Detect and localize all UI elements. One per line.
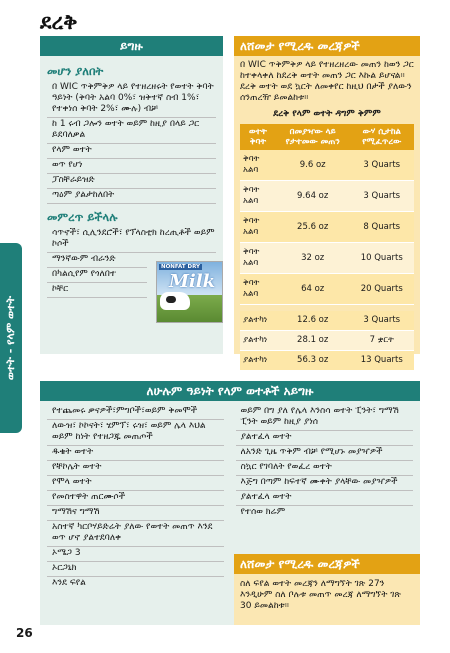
do-not-buy-item: ኦሜጋ 3: [47, 547, 224, 562]
do-not-buy-item: አስተኛ ካርቦሃይድሬት ያለው የወተት መጠጥ እንደ ወጥ ሆኖ ያልተደባለቀ: [47, 521, 224, 547]
can-choose-item: ሳጥኖች፣ ሲሊንደሮች፣ የፕላስቲክ ከረጢቶች ወይም ኮሶች: [47, 227, 216, 253]
table-cell: 9.6 oz: [276, 150, 350, 181]
do-not-buy-item: ያልተፈላ ወተት: [236, 491, 414, 506]
table-cell: 20 Quarts: [350, 274, 415, 305]
do-not-buy-item: ለአንድ ጊዜ ጥቅም ብቻ የሚሆኑ መያዣዎች: [236, 446, 414, 461]
product-brand-text: NONFAT DRY: [161, 264, 200, 270]
can-choose-item: ማንኛውም ብራንድ: [47, 253, 147, 268]
shopping-tips-text-2: ስለ ፍየል ወተት መረጃን ለማግኘት ገጽ 27ን እንዲሁም ስለ ቦሉቱ መጠጥ መረጃ ለማግኘት ገጽ 30 ይመልከቱ።: [234, 574, 420, 625]
table-cell: 28.1 oz: [276, 330, 350, 350]
table-cell: ያልተካነ: [240, 311, 276, 331]
table-cell: ያልተካነ: [240, 330, 276, 350]
page-title: ደረቅ: [40, 10, 78, 34]
table-cell: 13 Quarts: [350, 350, 415, 370]
buy-header: ይግዙ: [40, 36, 223, 56]
do-not-buy-item: ኦርጋኒክ: [47, 562, 224, 577]
table-cell: 3 Quarts: [350, 150, 415, 181]
do-not-buy-item: ግማሽና ግማሽ: [47, 506, 224, 521]
do-not-buy-item: እጅግ በጣም ከፍተኛ ሙቀት ያላቸው መያዣዎች: [236, 476, 414, 491]
must-be-item: ከ 1 ሩብ ጋሎን ወተት ወይም ከዚያ በላይ ጋር ይደባለቃል: [47, 118, 216, 144]
table-row: [240, 212, 414, 243]
table-cell: 7 ቋርት: [350, 330, 415, 350]
must-be-item: ጣዕም ያልታከለበት: [47, 189, 216, 204]
must-be-item: ፓስቸራይዝድ: [47, 174, 216, 189]
table-cell: 3 Quarts: [350, 181, 415, 212]
table-cell: 56.3 oz: [276, 350, 350, 370]
shopping-tips-header-2: ለሸመታ የሚረዱ መረጃዎች: [234, 554, 420, 574]
do-not-buy-item: ያልተፈላ ወተት: [236, 431, 414, 446]
shopping-tips-box: [234, 36, 420, 365]
do-not-buy-item: የቸኮሌት ወተት: [47, 461, 224, 476]
table-cell: 32 oz: [276, 243, 350, 274]
must-be-item: በ WIC ጥቅምቅዎ ላይ የተዘረዘሩት የወተት ቅባት ዓይነት (ቅባት አልባ 0%፣ ዝቅተኛ ስብ 1%፣ የተቀነሰ ቅባት 2%፣ ሙሉ) ብቻ: [47, 81, 216, 118]
do-not-buy-item: የመስተዋት ጠርሙሶች: [47, 491, 224, 506]
table-cell: 3 Quarts: [350, 311, 415, 331]
section-side-tab: [0, 243, 22, 433]
do-not-buy-item: ወይም በግ ያለ የሌላ እንስሳ ወተት ፒንት፣ ግማሽ ፒንት ወይም ከዚያ ያነሰ: [236, 405, 414, 431]
dry-milk-product-image: [156, 261, 223, 323]
can-choose-heading: መምረጥ ይችላሉ: [47, 210, 118, 224]
can-choose-item: በካልሲየም የጎለበተ: [47, 268, 147, 283]
do-not-buy-header: ለሁሉም ዓይነት የላም ወተቶች አይግዙ: [40, 381, 420, 401]
shopping-tips-text: በ WIC ጥቅምቅዎ ላይ የተዘረዘረው መጠን ከወን ጋር ከተቀላቀለ ከደረቅ ወተት መጠን ጋር እኩል ይሆናል። ደረቅ ወተት ወደ ኳርት ለመቀየር ከዚህ በታች ያለውን ሰንጠረዥ ይመልከቱ።: [240, 60, 414, 103]
table-cell: 9.64 oz: [276, 181, 350, 212]
shopping-tips-body: [234, 56, 420, 365]
table-cell: 10 Quarts: [350, 243, 415, 274]
column-header: በመያዣው ላይ የታተመው መጠን: [276, 124, 350, 150]
product-milk-text: Milk: [169, 271, 216, 292]
do-not-buy-item: ስኳር የገባለት የወፈረ ወተት: [236, 461, 414, 476]
table-cell: 64 oz: [276, 274, 350, 305]
table-cell: ቅባት አልባ: [240, 212, 276, 243]
reconstitution-table: [240, 124, 414, 371]
do-not-buy-item: ለውዝ፣ ኮኮናት፣ ሄምፕ፣ ሩዝ፣ ወይም ሌላ እህል ወይም ከነት የተዘጋጁ መጠጦች: [47, 420, 224, 446]
shopping-tips-header: ለሸመታ የሚረዱ መረጃዎች: [234, 36, 420, 56]
table-cell: ያልተካነ: [240, 350, 276, 370]
page-number: 26: [16, 626, 33, 640]
do-not-buy-item: የሞላ ወተት: [47, 476, 224, 491]
shopping-tips-box-2: [234, 554, 420, 625]
table-cell: ቅባት አልባ: [240, 274, 276, 305]
table-row: [240, 274, 414, 305]
do-not-buy-item: ዱቄት ወተት: [47, 446, 224, 461]
table-cell: ቅባት አልባ: [240, 181, 276, 212]
table-row: [240, 243, 414, 274]
table-row: [240, 350, 414, 370]
do-not-buy-item: የተጨመሩ ቃናዎች፣ምግቦች፣ወይም ቅመሞች: [47, 405, 224, 420]
table-cell: ቅባት አልባ: [240, 243, 276, 274]
do-not-buy-item: የተሰወ ክሬም: [240, 507, 286, 517]
side-tab-label: ወተት - የላም ወተት: [4, 295, 17, 381]
do-not-buy-item: እንደ ፍየል: [52, 578, 86, 588]
table-cell: 8 Quarts: [350, 212, 415, 243]
reconstitution-table-title: ደረቅ የላም ወተት ዳግም ቅምም: [273, 109, 381, 119]
cow-icon: [160, 292, 190, 310]
must-be-item: የላም ወተት: [47, 144, 216, 159]
table-cell: 25.6 oz: [276, 212, 350, 243]
table-row: [240, 150, 414, 181]
table-row: [240, 330, 414, 350]
must-be-heading: መሆን ያለበት: [47, 64, 104, 78]
can-choose-item: ኮቸር: [47, 283, 147, 298]
table-row: [240, 311, 414, 331]
table-cell: ቅባት አልባ: [240, 150, 276, 181]
column-header: ወተት ቅባት: [240, 124, 276, 150]
buy-box: [40, 36, 223, 354]
must-be-item: ወጥ የሆነ: [47, 159, 216, 174]
column-header: ውሃ ሲታከል የሚፈጥረው: [350, 124, 415, 150]
table-cell: 12.6 oz: [276, 311, 350, 331]
do-not-buy-left-column: [47, 405, 230, 591]
table-row: [240, 181, 414, 212]
